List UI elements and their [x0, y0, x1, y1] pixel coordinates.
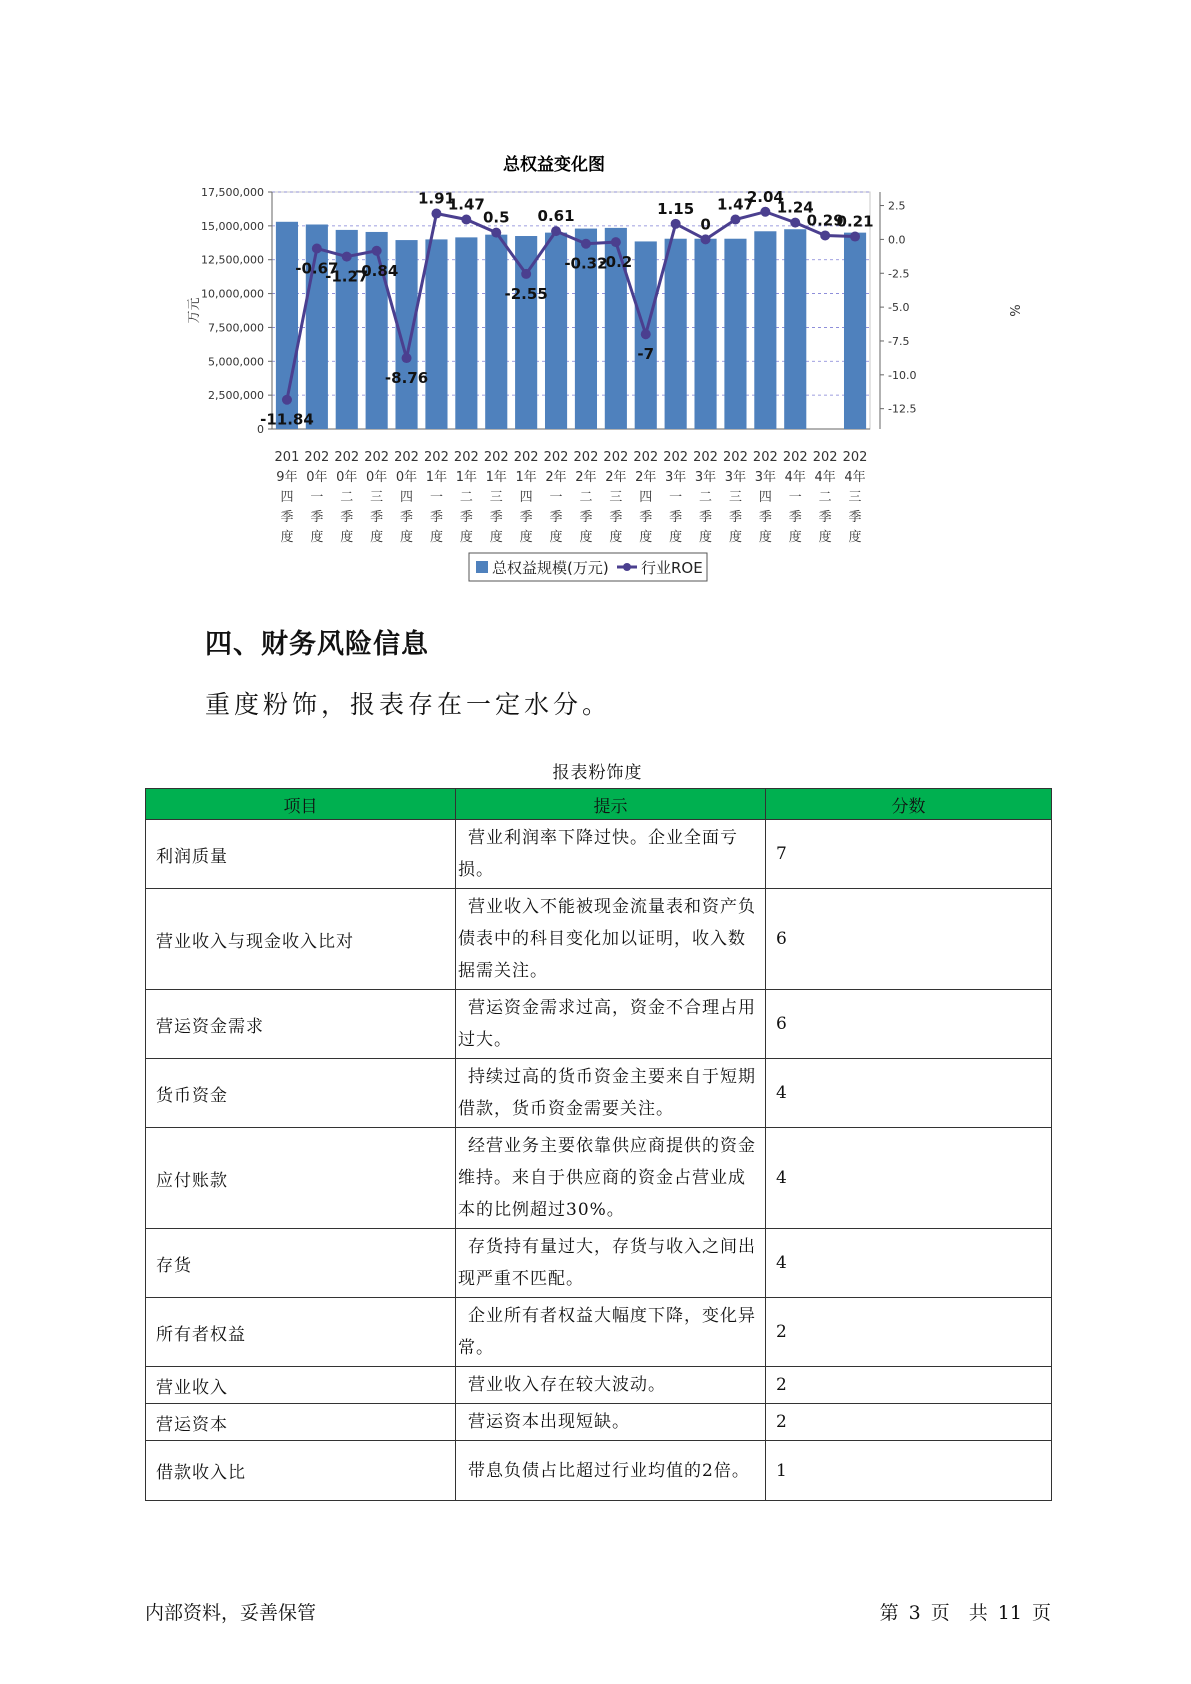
table-cell-score: 6	[766, 990, 1052, 1059]
roe-point	[402, 353, 412, 363]
roe-data-label: -2.55	[504, 284, 548, 303]
y-tick-label: 15,000,000	[201, 219, 264, 233]
x-tick-label: 3年	[754, 470, 776, 485]
roe-point	[461, 214, 471, 224]
x-tick-label: 202	[782, 450, 808, 465]
roe-point	[850, 232, 860, 242]
x-tick-label: 季	[699, 510, 713, 525]
roe-point	[342, 252, 352, 262]
x-tick-label: 度	[848, 530, 862, 545]
page-number: 第 3 页 共 11 页	[879, 1602, 1051, 1624]
x-tick-label: 季	[489, 510, 503, 525]
roe-point	[521, 269, 531, 279]
x-tick-label: 度	[519, 530, 533, 545]
x-tick-label: 三	[848, 490, 862, 505]
x-tick-label: 202	[573, 450, 599, 465]
y-tick-label: 0	[257, 423, 264, 436]
table-cell-item: 应付账款	[146, 1128, 456, 1229]
y-axis-label: 万元	[187, 297, 202, 324]
table-cell-score: 2	[766, 1404, 1052, 1441]
y2-tick-label: -10.0	[888, 368, 917, 382]
roe-point	[282, 395, 292, 405]
table-row	[146, 990, 1052, 1059]
table-cell-hint: 营业利润率下降过快。企业全面亏损。	[456, 820, 766, 889]
x-tick-label: 季	[758, 510, 772, 525]
roe-point	[581, 239, 591, 249]
table-cell-hint: 营运资本出现短缺。	[456, 1404, 766, 1441]
roe-data-label: -7	[637, 345, 655, 364]
x-tick-label: 度	[609, 530, 623, 545]
bar	[455, 237, 477, 429]
x-tick-label: 季	[788, 510, 802, 525]
legend-label-roe: 行业ROE	[641, 559, 703, 577]
roe-point	[790, 218, 800, 228]
y2-axis-label: %	[1006, 304, 1021, 317]
x-tick-label: 四	[400, 490, 414, 505]
x-tick-label: 二	[459, 490, 473, 505]
roe-data-label: -0.2	[599, 253, 633, 272]
bar	[425, 239, 447, 429]
x-tick-label: 季	[370, 510, 384, 525]
y2-tick-label: 2.5	[888, 199, 906, 213]
roe-point	[431, 209, 441, 219]
table-cell-item: 借款收入比	[146, 1441, 456, 1501]
x-tick-label: 1年	[425, 470, 448, 485]
roe-point	[312, 243, 322, 253]
y2-tick-label: -12.5	[888, 402, 917, 416]
roe-data-label: 0.61	[537, 207, 575, 226]
legend-swatch-dot	[623, 563, 631, 571]
roe-point	[372, 246, 382, 256]
header-hint: 提示	[456, 789, 766, 820]
y2-tick-label: -7.5	[888, 334, 910, 348]
x-tick-label: 0年	[306, 470, 328, 485]
table-cell-hint: 带息负债占比超过行业均值的2倍。	[456, 1441, 766, 1501]
x-tick-label: 3年	[724, 470, 747, 485]
x-tick-label: 一	[549, 490, 563, 505]
x-tick-label: 季	[669, 510, 683, 525]
x-tick-label: 度	[310, 530, 324, 545]
equity-chart-svg	[180, 140, 1040, 600]
roe-point	[820, 230, 830, 240]
roe-data-label: 2.04	[746, 187, 784, 206]
y-tick-label: 5,000,000	[208, 355, 264, 369]
x-tick-label: 202	[364, 450, 390, 465]
table-cell-hint: 存货持有量过大，存货与收入之间出现严重不匹配。	[456, 1229, 766, 1298]
x-tick-label: 季	[818, 510, 832, 525]
table-cell-score: 2	[766, 1298, 1052, 1367]
x-tick-label: 度	[728, 530, 742, 545]
x-tick-label: 度	[370, 530, 384, 545]
x-tick-label: 季	[459, 510, 473, 525]
x-tick-label: 季	[429, 510, 443, 525]
x-tick-label: 202	[304, 450, 330, 465]
table-row	[146, 820, 1052, 889]
table-cell-hint: 持续过高的货币资金主要来自于短期借款，货币资金需要关注。	[456, 1059, 766, 1128]
x-tick-label: 202	[723, 450, 748, 465]
y-tick-label: 2,500,000	[208, 389, 264, 403]
x-tick-label: 度	[788, 530, 802, 545]
legend-swatch-bar	[476, 561, 488, 573]
x-tick-label: 202	[693, 450, 718, 465]
x-tick-label: 2年	[545, 470, 567, 485]
x-tick-label: 202	[453, 450, 479, 465]
table-caption: 报表粉饰度	[552, 763, 643, 783]
table-row	[146, 1367, 1052, 1404]
x-tick-label: 3年	[665, 470, 687, 485]
table-row	[146, 889, 1052, 990]
roe-point	[491, 228, 501, 238]
roe-data-label: 1.15	[657, 199, 695, 218]
x-tick-label: 2年	[575, 470, 597, 485]
x-tick-label: 季	[639, 510, 653, 525]
x-tick-label: 4年	[844, 470, 866, 485]
x-tick-label: 202	[394, 450, 419, 465]
x-tick-label: 202	[633, 450, 659, 465]
x-tick-label: 度	[549, 530, 563, 545]
roe-point	[641, 329, 651, 339]
table-row	[146, 1404, 1052, 1441]
table-cell-score: 6	[766, 889, 1052, 990]
x-tick-label: 度	[400, 530, 414, 545]
x-tick-label: 一	[669, 490, 683, 505]
table-cell-score: 4	[766, 1128, 1052, 1229]
x-tick-label: 202	[513, 450, 539, 465]
x-tick-label: 202	[334, 450, 360, 465]
x-tick-label: 二	[818, 490, 832, 505]
bar	[844, 233, 866, 429]
y-tick-label: 7,500,000	[208, 321, 264, 335]
table-cell-hint: 营运资金需求过高，资金不合理占用过大。	[456, 990, 766, 1059]
table-cell-item: 营运资金需求	[146, 990, 456, 1059]
plot-area	[272, 189, 870, 429]
table-row	[146, 1229, 1052, 1298]
x-tick-label: 季	[310, 510, 324, 525]
x-tick-label: 四	[758, 490, 772, 505]
x-tick-label: 度	[579, 530, 593, 545]
y2-tick-label: 0.0	[888, 233, 906, 247]
roe-data-label: 1.47	[716, 195, 754, 214]
x-tick-label: 度	[280, 530, 294, 545]
bar	[724, 239, 746, 429]
roe-point	[760, 207, 770, 217]
x-tick-label: 4年	[814, 470, 836, 485]
x-tick-label: 202	[752, 450, 778, 465]
x-tick-label: 202	[812, 450, 838, 465]
y-tick-label: 10,000,000	[201, 287, 264, 301]
roe-data-label: -0.67	[295, 259, 339, 278]
table-cell-item: 营业收入与现金收入比对	[146, 889, 456, 990]
x-tick-label: 四	[519, 490, 533, 505]
table-cell-hint: 企业所有者权益大幅度下降，变化异常。	[456, 1298, 766, 1367]
x-tick-label: 度	[639, 530, 653, 545]
roe-data-label: -0.32	[564, 254, 608, 273]
x-tick-label: 四	[639, 490, 653, 505]
x-tick-label: 度	[429, 530, 443, 545]
x-tick-label: 四	[280, 490, 294, 505]
x-tick-label: 202	[603, 450, 629, 465]
footer-note: 内部资料，妥善保管	[145, 1602, 317, 1624]
x-tick-label: 季	[609, 510, 623, 525]
roe-data-label: 0.21	[836, 212, 874, 231]
bar	[694, 239, 716, 429]
table-cell-hint: 营业收入不能被现金流量表和资产负债表中的科目变化加以证明，收入数据需关注。	[456, 889, 766, 990]
x-tick-label: 1年	[515, 470, 537, 485]
x-tick-label: 季	[280, 510, 294, 525]
x-tick-label: 2年	[605, 470, 627, 485]
roe-data-label: 1.47	[447, 195, 485, 214]
bar	[784, 229, 806, 429]
roe-data-label: 1.91	[417, 189, 455, 208]
roe-point	[671, 219, 681, 229]
roe-data-label: 1.24	[776, 198, 814, 217]
table-cell-score: 4	[766, 1059, 1052, 1128]
roe-point	[611, 237, 621, 247]
x-tick-label: 季	[728, 510, 742, 525]
x-tick-label: 二	[579, 490, 593, 505]
table-cell-item: 存货	[146, 1229, 456, 1298]
x-tick-label: 度	[489, 530, 503, 545]
x-tick-label: 201	[274, 450, 300, 465]
x-tick-label: 3年	[694, 470, 717, 485]
roe-point	[701, 234, 711, 244]
table-cell-score: 2	[766, 1367, 1052, 1404]
x-tick-label: 三	[370, 490, 384, 505]
table-cell-item: 利润质量	[146, 820, 456, 889]
x-tick-label: 4年	[784, 470, 806, 485]
x-tick-label: 度	[699, 530, 713, 545]
x-tick-label: 度	[340, 530, 354, 545]
x-tick-label: 度	[459, 530, 473, 545]
x-tick-label: 一	[788, 490, 802, 505]
chart-title: 总权益变化图	[503, 155, 605, 175]
x-tick-label: 0年	[336, 470, 358, 485]
bar	[485, 235, 507, 429]
x-tick-label: 三	[609, 490, 623, 505]
x-tick-label: 季	[549, 510, 563, 525]
x-tick-label: 季	[519, 510, 533, 525]
header-score: 分数	[766, 789, 1052, 820]
table-cell-hint: 经营业务主要依靠供应商提供的资金维持。来自于供应商的资金占营业成本的比例超过30%。	[456, 1128, 766, 1229]
x-tick-label: 二	[340, 490, 354, 505]
x-tick-label: 二	[699, 490, 713, 505]
table-cell-score: 7	[766, 820, 1052, 889]
x-tick-label: 季	[340, 510, 354, 525]
x-tick-label: 一	[310, 490, 324, 505]
table-cell-score: 4	[766, 1229, 1052, 1298]
roe-data-label: -0.84	[355, 261, 399, 280]
y-tick-label: 17,500,000	[201, 186, 264, 199]
legend-label-equity: 总权益规模(万元)	[492, 559, 609, 577]
table-row	[146, 1441, 1052, 1501]
roe-data-label: 0.5	[482, 208, 510, 227]
roe-data-label: -1.27	[325, 267, 369, 286]
table-cell-score: 1	[766, 1441, 1052, 1501]
table-cell-item: 货币资金	[146, 1059, 456, 1128]
table-cell-item: 营运资本	[146, 1404, 456, 1441]
x-tick-label: 0年	[395, 470, 418, 485]
x-tick-label: 季	[579, 510, 593, 525]
x-tick-label: 202	[663, 450, 689, 465]
table-cell-item: 所有者权益	[146, 1298, 456, 1367]
x-tick-label: 202	[842, 450, 868, 465]
table-header-row	[146, 789, 1052, 820]
table-cell-item: 营业收入	[146, 1367, 456, 1404]
roe-data-label: -11.84	[260, 410, 314, 429]
x-tick-label: 季	[848, 510, 862, 525]
roe-data-label: 0	[700, 215, 711, 234]
x-tick-label: 9年	[276, 470, 298, 485]
section-text: 重度粉饰，报表存在一定水分。	[205, 690, 612, 719]
y2-tick-label: -5.0	[888, 301, 910, 315]
x-tick-label: 度	[818, 530, 832, 545]
x-tick-label: 度	[758, 530, 772, 545]
y-tick-label: 12,500,000	[201, 253, 264, 267]
y2-tick-label: -2.5	[888, 267, 910, 281]
roe-point	[730, 214, 740, 224]
section-heading: 四、财务风险信息	[205, 629, 429, 660]
table-row	[146, 1128, 1052, 1229]
x-tick-label: 三	[489, 490, 503, 505]
x-tick-label: 三	[728, 490, 742, 505]
x-tick-label: 202	[543, 450, 569, 465]
x-tick-label: 度	[669, 530, 683, 545]
table-row	[146, 1298, 1052, 1367]
roe-data-label: 0.29	[806, 211, 844, 230]
x-tick-label: 0年	[366, 470, 388, 485]
x-tick-label: 季	[400, 510, 414, 525]
x-tick-label: 1年	[485, 470, 507, 485]
bar	[665, 239, 687, 429]
x-tick-label: 202	[483, 450, 509, 465]
roe-point	[551, 226, 561, 236]
table-cell-hint: 营业收入存在较大波动。	[456, 1367, 766, 1404]
x-tick-label: 2年	[635, 470, 657, 485]
bar	[754, 231, 776, 429]
roe-data-label: -8.76	[384, 369, 429, 388]
x-tick-label: 202	[424, 450, 449, 465]
equity-chart	[180, 140, 1040, 600]
x-tick-label: 1年	[455, 470, 477, 485]
header-item: 项目	[146, 789, 456, 820]
table-row	[146, 1059, 1052, 1128]
whitewash-table	[145, 788, 1052, 1501]
x-tick-label: 一	[429, 490, 443, 505]
